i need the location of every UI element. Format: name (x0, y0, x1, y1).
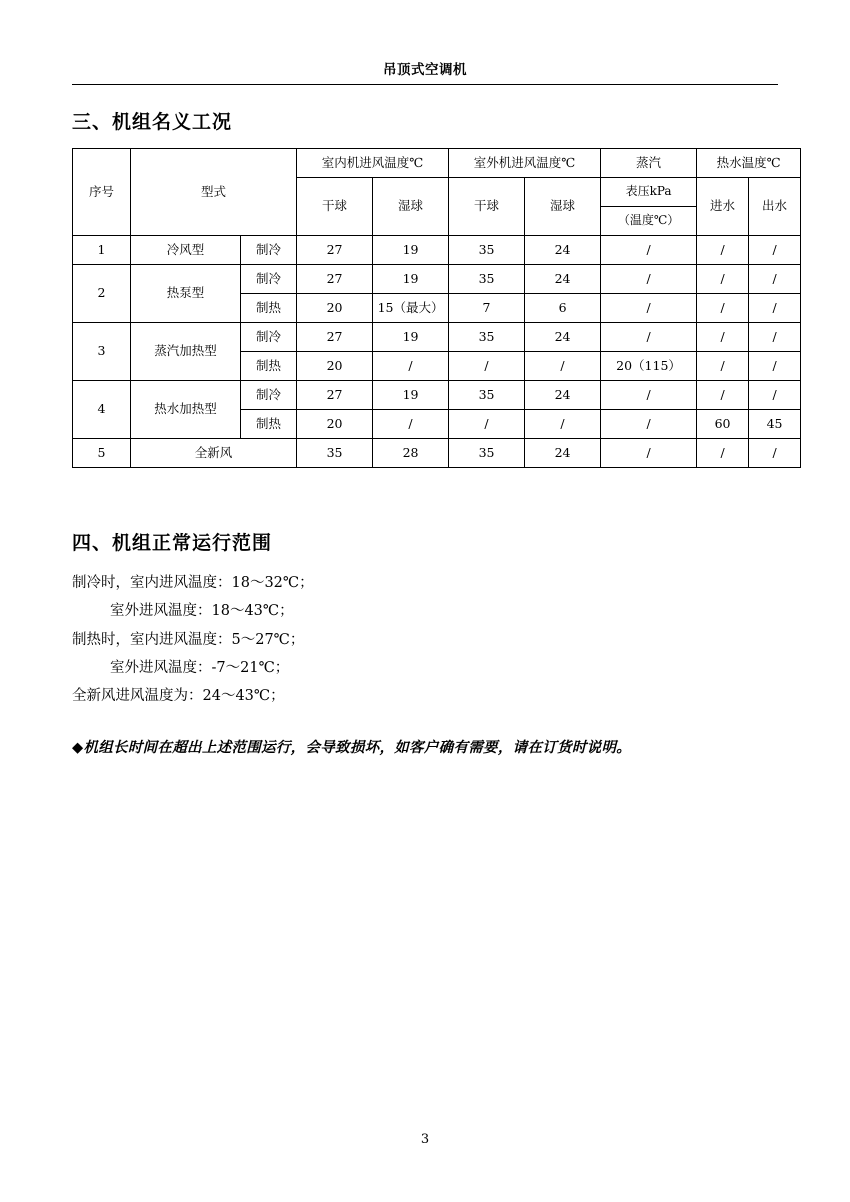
header-outdoor-air-temp: 室外机进风温度℃ (449, 149, 601, 178)
cell-dry-indoor: 27 (297, 323, 373, 352)
cell-water-in: / (697, 323, 749, 352)
header-wet-bulb-outdoor: 湿球 (525, 178, 601, 236)
cell-dry-outdoor: 7 (449, 294, 525, 323)
cell-wet-outdoor: 24 (525, 381, 601, 410)
cell-seq: 3 (73, 323, 131, 381)
cell-dry-indoor: 20 (297, 294, 373, 323)
cell-mode: 制热 (241, 352, 297, 381)
cell-mode: 制冷 (241, 381, 297, 410)
table-row (73, 323, 801, 352)
cell-wet-outdoor: 24 (525, 236, 601, 265)
cell-water-in: 60 (697, 410, 749, 439)
cell-dry-outdoor: 35 (449, 236, 525, 265)
cell-steam: / (601, 265, 697, 294)
cell-dry-indoor: 20 (297, 352, 373, 381)
cell-steam: / (601, 439, 697, 468)
cell-wet-outdoor: / (525, 410, 601, 439)
cell-type: 蒸汽加热型 (131, 323, 241, 381)
cell-dry-outdoor: 35 (449, 265, 525, 294)
cell-water-out: / (749, 323, 801, 352)
range-line: 室外进风温度：18～43℃； (110, 603, 294, 620)
cell-water-out: / (749, 352, 801, 381)
header-steam-pressure: 表压kPa (601, 178, 697, 207)
range-line: 全新风进风温度为：24～43℃； (72, 688, 285, 705)
header-seq: 序号 (73, 149, 131, 236)
cell-water-out: / (749, 439, 801, 468)
cell-water-in: / (697, 439, 749, 468)
cell-seq: 2 (73, 265, 131, 323)
cell-steam: 20（115） (601, 352, 697, 381)
cell-dry-outdoor: 35 (449, 439, 525, 468)
cell-dry-indoor: 27 (297, 381, 373, 410)
cell-dry-indoor: 20 (297, 410, 373, 439)
header-steam-temperature: （温度℃） (601, 207, 697, 236)
section-title-nominal-conditions: 三、机组名义工况 (72, 111, 233, 133)
nominal-conditions-table (72, 148, 801, 468)
range-line: 室外进风温度：-7～21℃； (110, 659, 290, 676)
cell-wet-outdoor: 24 (525, 439, 601, 468)
range-line: 制冷时，室内进风温度：18～32℃； (72, 575, 314, 591)
warning-note: ◆机组长时间在超出上述范围运行，会导致损坏，如客户确有需要，请在订货时说明。 (72, 739, 632, 757)
cell-wet-outdoor: / (525, 352, 601, 381)
range-line: 制热时，室内进风温度：5～27℃； (72, 631, 305, 648)
header-dry-bulb-outdoor: 干球 (449, 178, 525, 236)
cell-water-out: / (749, 236, 801, 265)
cell-wet-outdoor: 24 (525, 323, 601, 352)
cell-water-out: 45 (749, 410, 801, 439)
cell-wet-indoor: / (373, 352, 449, 381)
cell-seq: 1 (73, 236, 131, 265)
cell-type: 热水加热型 (131, 381, 241, 439)
cell-wet-outdoor: 24 (525, 265, 601, 294)
cell-dry-outdoor: 35 (449, 323, 525, 352)
cell-dry-outdoor: / (449, 352, 525, 381)
cell-wet-indoor: 28 (373, 439, 449, 468)
page-number: 3 (420, 1132, 430, 1147)
operating-range-list (72, 569, 778, 710)
cell-steam: / (601, 323, 697, 352)
table-row (73, 439, 801, 468)
cell-wet-indoor: 19 (373, 381, 449, 410)
cell-seq: 4 (73, 381, 131, 439)
cell-wet-outdoor: 6 (525, 294, 601, 323)
cell-water-out: / (749, 294, 801, 323)
cell-mode: 制冷 (241, 265, 297, 294)
header-wet-bulb-indoor: 湿球 (373, 178, 449, 236)
header-water-inlet: 进水 (697, 178, 749, 236)
header-indoor-air-temp: 室内机进风温度℃ (297, 149, 449, 178)
cell-wet-indoor: / (373, 410, 449, 439)
cell-dry-outdoor: / (449, 410, 525, 439)
cell-dry-outdoor: 35 (449, 381, 525, 410)
cell-water-in: / (697, 236, 749, 265)
cell-type: 全新风 (131, 439, 297, 468)
cell-water-in: / (697, 352, 749, 381)
document-header: 吊顶式空调机 (72, 58, 778, 85)
cell-type: 热泵型 (131, 265, 241, 323)
header-dry-bulb-indoor: 干球 (297, 178, 373, 236)
table-header-row-1 (73, 149, 801, 178)
cell-mode: 制冷 (241, 323, 297, 352)
cell-steam: / (601, 236, 697, 265)
header-steam: 蒸汽 (601, 149, 697, 178)
cell-wet-indoor: 19 (373, 236, 449, 265)
cell-dry-indoor: 27 (297, 265, 373, 294)
cell-steam: / (601, 294, 697, 323)
header-water-outlet: 出水 (749, 178, 801, 236)
table-row (73, 236, 801, 265)
cell-dry-indoor: 27 (297, 236, 373, 265)
cell-steam: / (601, 410, 697, 439)
header-hot-water-temp: 热水温度℃ (697, 149, 801, 178)
cell-mode: 制热 (241, 294, 297, 323)
cell-water-out: / (749, 265, 801, 294)
table-row (73, 381, 801, 410)
cell-water-in: / (697, 294, 749, 323)
cell-water-out: / (749, 381, 801, 410)
table-row (73, 265, 801, 294)
cell-water-in: / (697, 265, 749, 294)
cell-mode: 制热 (241, 410, 297, 439)
cell-seq: 5 (73, 439, 131, 468)
cell-wet-indoor: 19 (373, 265, 449, 294)
cell-mode: 制冷 (241, 236, 297, 265)
section-title-operating-range: 四、机组正常运行范围 (72, 532, 273, 554)
cell-dry-indoor: 35 (297, 439, 373, 468)
cell-wet-indoor: 15（最大） (373, 294, 449, 323)
cell-water-in: / (697, 381, 749, 410)
cell-wet-indoor: 19 (373, 323, 449, 352)
cell-steam: / (601, 381, 697, 410)
cell-type: 冷风型 (131, 236, 241, 265)
header-type: 型式 (131, 149, 297, 236)
